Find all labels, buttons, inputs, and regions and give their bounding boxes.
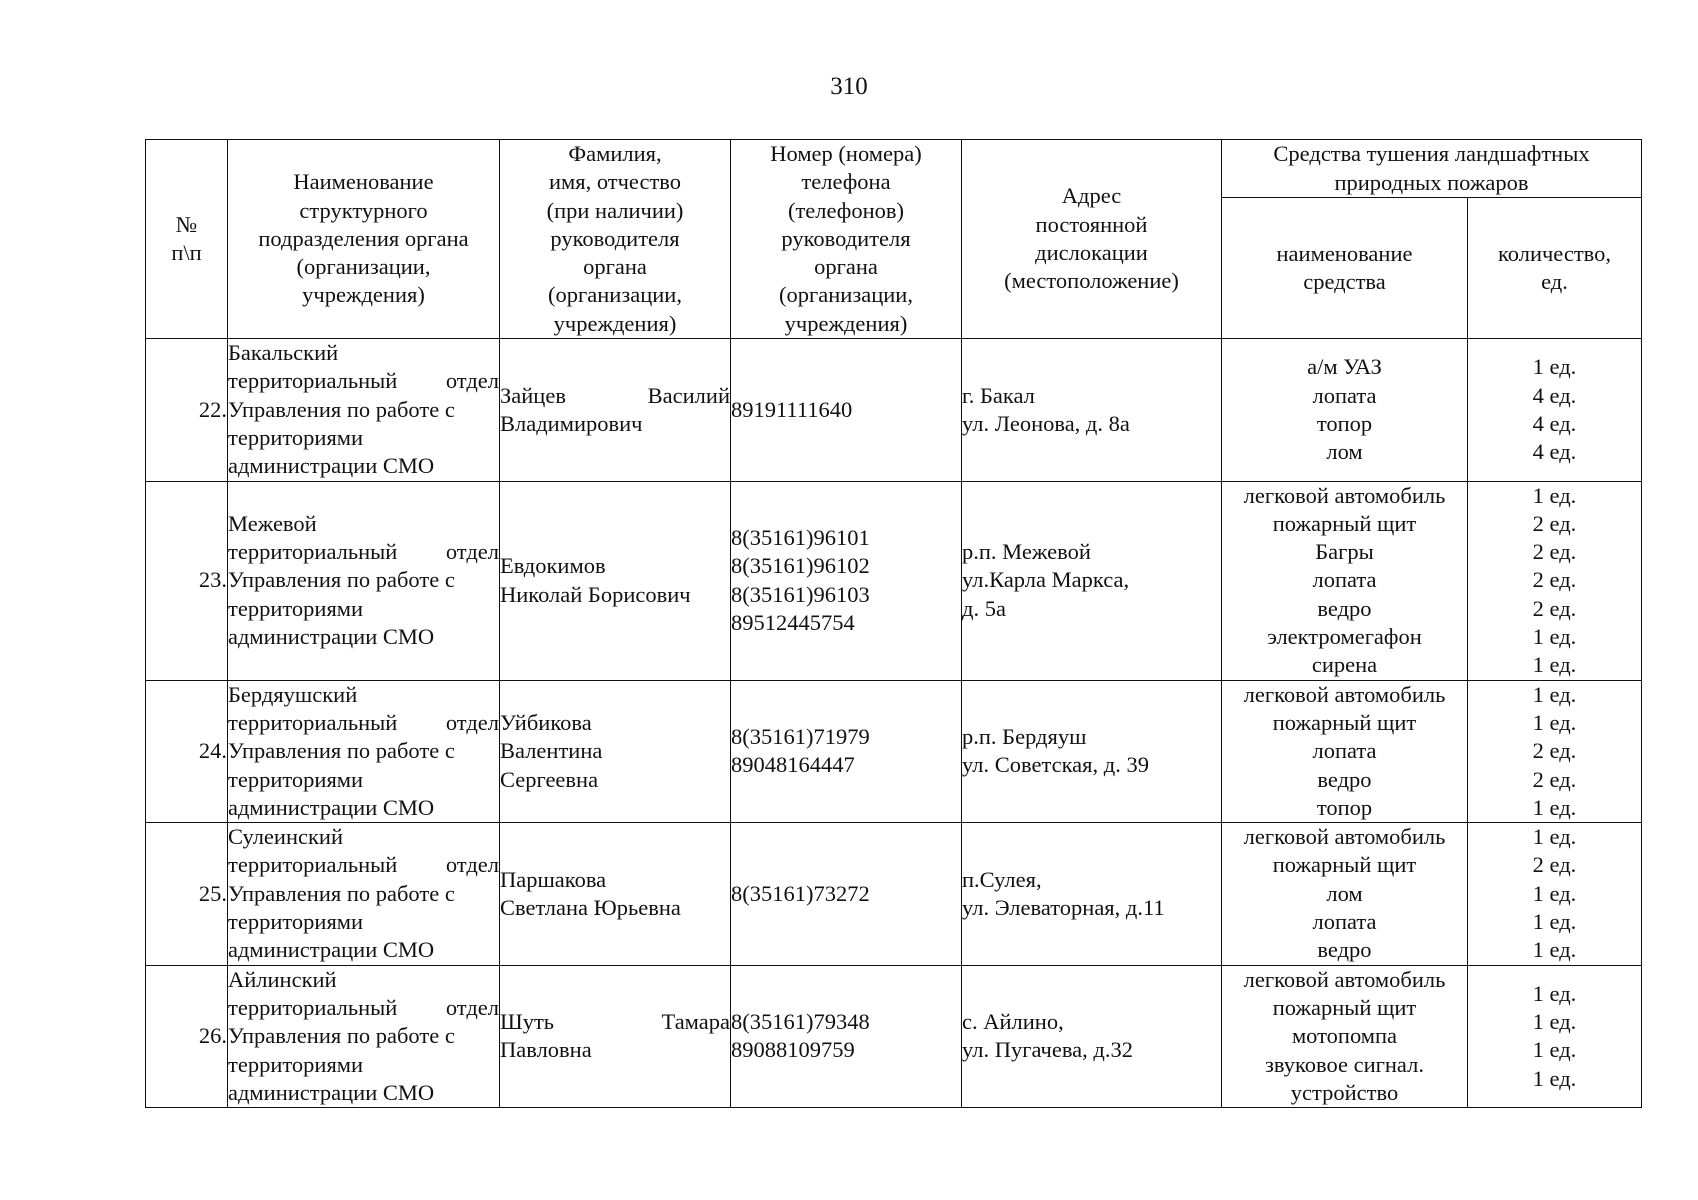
header-address: [962, 140, 1222, 339]
department-name-line: Управления по работе с: [228, 567, 455, 593]
department-name: [228, 823, 500, 965]
fire-means-quantities-line: 1 ед.: [1532, 1065, 1577, 1091]
address-line: ул. Леонова, д. 8а: [962, 410, 1130, 436]
head-name-line: Сергеевна: [500, 766, 599, 792]
head-name-line: [500, 382, 730, 410]
fire-means-names-line: мотопомпа: [1291, 1023, 1398, 1049]
header-address-line: дислокации: [1035, 240, 1148, 266]
fire-means-quantities-line: 2 ед.: [1532, 766, 1577, 792]
fire-means-names-line: электромегафон: [1267, 624, 1422, 650]
address-line: п.Сулея,: [962, 866, 1042, 892]
fire-means-names-line: пожарный щит: [1272, 709, 1417, 735]
header-head-name-line: руководителя: [550, 225, 680, 251]
address-line: г. Бакал: [962, 382, 1035, 408]
fire-means-quantities-line: 1 ед.: [1532, 652, 1577, 678]
fire-means-quantities-line: 1 ед.: [1532, 354, 1577, 380]
table-row: [146, 965, 1642, 1107]
head-name: [500, 481, 731, 680]
head-name-line: Уйбикова: [500, 709, 592, 735]
header-head-name-line: (организации,: [548, 282, 682, 308]
phone-numbers-line: 89191111640: [731, 396, 853, 422]
header-head-name-line: имя, отчество: [548, 169, 682, 195]
fire-means-quantities-line: 1 ед.: [1532, 482, 1577, 508]
fire-means-quantities-line: 1 ед.: [1532, 624, 1577, 650]
fire-means-quantities-line: 1 ед.: [1532, 980, 1577, 1006]
header-head-name-line: Фамилия,: [568, 141, 662, 166]
address-line: д. 5а: [962, 595, 1006, 621]
head-name-line: Валентина: [500, 738, 603, 764]
head-name: [500, 339, 731, 481]
department-name-line: территориями: [228, 424, 364, 450]
address: [962, 339, 1222, 481]
phone-numbers-line: 8(35161)73272: [731, 880, 870, 906]
header-address-line: постоянной: [1035, 211, 1148, 237]
department-name-line: администрации СМО: [228, 794, 435, 820]
row-number: 26.: [146, 965, 228, 1107]
department-name-line: Бердяушский: [228, 681, 358, 707]
phone-numbers: [731, 680, 962, 822]
fire-means-names-line: лопата: [1312, 567, 1377, 593]
head-name-line: Светлана Юрьевна: [500, 894, 681, 920]
department-name-line: [228, 538, 499, 566]
address-line: с. Айлино,: [962, 1009, 1064, 1035]
department-name-line: Бакальский: [228, 340, 339, 366]
fire-means-names-line: а/м УАЗ: [1307, 354, 1382, 380]
fire-means-names-line: лопата: [1312, 909, 1377, 935]
department-name-line: Управления по работе с: [228, 880, 455, 906]
row-number: 22.: [146, 339, 228, 481]
head-name: [500, 680, 731, 822]
fire-means-names-line: топор: [1316, 410, 1373, 436]
header-fire-means-group-line: Средства тушения ландшафтных: [1273, 141, 1590, 167]
fire-means-names: [1222, 680, 1468, 822]
header-head-name-line: (при наличии): [546, 197, 684, 223]
department-name: [228, 680, 500, 822]
fire-means-quantities: [1468, 965, 1642, 1107]
department-name-word: территориальный: [228, 539, 398, 565]
header-fire-means-group-line: природных пожаров: [1334, 169, 1529, 195]
department-name-word: отдел: [445, 368, 499, 394]
head-name: [500, 965, 731, 1107]
fire-means-names-line: ведро: [1317, 595, 1372, 621]
department-name-line: [228, 709, 499, 737]
department-name-line: Управления по работе с: [228, 738, 455, 764]
department-name-line: территориями: [228, 595, 364, 621]
header-means-quantity: [1468, 198, 1642, 339]
head-name-line: Паршакова: [500, 866, 607, 892]
department-name-line: администрации СМО: [228, 624, 435, 650]
department-name-word: территориальный: [228, 852, 398, 878]
department-name-word: территориальный: [228, 368, 398, 394]
fire-means-names-line: лом: [1326, 439, 1363, 465]
address-line: ул.Карла Маркса,: [962, 567, 1130, 593]
phone-numbers: [731, 481, 962, 680]
header-means-quantity-line: ед.: [1541, 269, 1568, 295]
fire-means-quantities-line: 1 ед.: [1532, 709, 1577, 735]
header-means-quantity-line: количество,: [1497, 240, 1612, 266]
table-header: [146, 140, 1642, 339]
row-number: 23.: [146, 481, 228, 680]
department-name-line: Управления по работе с: [228, 1023, 455, 1049]
fire-means-names-line: звуковое сигнал.: [1265, 1051, 1424, 1077]
header-department-name-line: учреждения): [302, 282, 425, 308]
fire-means-quantities: [1468, 680, 1642, 822]
row-number: 25.: [146, 823, 228, 965]
fire-means-names-line: устройство: [1290, 1079, 1399, 1105]
department-name-line: администрации СМО: [228, 453, 435, 479]
fire-means-quantities: [1468, 481, 1642, 680]
fire-means-names-line: ведро: [1317, 937, 1372, 963]
fire-means-names-line: легковой автомобиль: [1243, 681, 1446, 707]
department-name-line: территориями: [228, 766, 364, 792]
fire-means-names-line: топор: [1316, 794, 1373, 820]
fire-means-names: [1222, 965, 1468, 1107]
header-fire-means-group: [1222, 140, 1642, 198]
department-name-word: отдел: [445, 709, 499, 735]
table-row: [146, 823, 1642, 965]
head-name-line: Владимирович: [500, 410, 643, 436]
header-phone-line: Номер (номера): [770, 141, 922, 166]
table-row: [146, 680, 1642, 822]
fire-means-names-line: пожарный щит: [1272, 510, 1417, 536]
phone-numbers-line: 8(35161)71979: [731, 724, 870, 750]
address: [962, 823, 1222, 965]
phone-numbers: [731, 823, 962, 965]
fire-means-names-line: лопата: [1312, 382, 1377, 408]
header-phone-line: (телефонов): [787, 197, 905, 223]
fire-means-quantities-line: 1 ед.: [1532, 824, 1577, 850]
fire-means-quantities-line: 4 ед.: [1532, 439, 1577, 465]
fire-means-quantities-line: 2 ед.: [1532, 738, 1577, 764]
address-line: ул. Элеваторная, д.11: [962, 894, 1165, 920]
table-row: [146, 481, 1642, 680]
fire-means-quantities-line: 2 ед.: [1532, 595, 1577, 621]
head-name-line: Евдокимов: [500, 553, 606, 579]
fire-means-quantities-line: 2 ед.: [1532, 510, 1577, 536]
department-name: [228, 339, 500, 481]
phone-numbers: [731, 339, 962, 481]
fire-means-quantities: [1468, 823, 1642, 965]
department-name-line: территориями: [228, 909, 364, 935]
address-line: ул. Пугачева, д.32: [962, 1037, 1133, 1063]
department-name-line: Межевой: [228, 510, 317, 536]
department-name-line: [228, 994, 499, 1022]
head-name-word: Тамара: [661, 1009, 730, 1035]
head-name-word: Шуть: [500, 1009, 555, 1035]
header-head-name-line: учреждения): [553, 310, 677, 336]
fire-means-names-line: пожарный щит: [1272, 852, 1417, 878]
page-number: 310: [830, 73, 868, 100]
phone-numbers-line: 89048164447: [731, 752, 855, 778]
department-name: [228, 965, 500, 1107]
fire-means-names-line: ведро: [1317, 766, 1372, 792]
fire-means-names-line: сирена: [1311, 652, 1378, 678]
fire-means-quantities-line: 1 ед.: [1532, 1009, 1577, 1035]
table-body: [146, 339, 1642, 1108]
phone-numbers-line: 8(35161)96103: [731, 581, 870, 607]
fire-means-quantities-line: 1 ед.: [1532, 681, 1577, 707]
fire-means-quantities-line: 4 ед.: [1532, 410, 1577, 436]
head-name-word: Зайцев: [500, 382, 566, 408]
header-department-name-line: (организации,: [296, 254, 431, 280]
phone-numbers-line: 8(35161)96101: [731, 525, 870, 550]
address-line: ул. Советская, д. 39: [962, 752, 1149, 778]
header-number: [146, 140, 228, 339]
table-row: [146, 339, 1642, 481]
fire-means-quantities-line: 2 ед.: [1532, 567, 1577, 593]
address-line: р.п. Бердяуш: [962, 724, 1087, 750]
header-department-name: [228, 140, 500, 339]
fire-means-quantities-line: 1 ед.: [1532, 937, 1577, 963]
fire-means-quantities-line: 2 ед.: [1532, 539, 1577, 565]
department-name: [228, 481, 500, 680]
phone-numbers-line: 8(35161)96102: [731, 553, 870, 579]
department-name-line: [228, 851, 499, 879]
header-phone-line: (организации,: [779, 282, 913, 308]
department-name-word: территориальный: [228, 709, 398, 735]
header-phone-line: телефона: [801, 169, 891, 195]
head-name-line: Николай Борисович: [500, 581, 691, 607]
header-address-line: Адрес: [1061, 183, 1122, 209]
fire-means-quantities-line: 1 ед.: [1532, 1037, 1577, 1063]
department-name-line: администрации СМО: [228, 1079, 435, 1105]
fire-means-quantities-line: 4 ед.: [1532, 382, 1577, 408]
department-name-word: отдел: [445, 852, 499, 878]
address-line: р.п. Межевой: [962, 539, 1091, 565]
fire-means-names-line: лопата: [1312, 738, 1377, 764]
header-phone-line: учреждения): [784, 310, 908, 336]
department-name-word: территориальный: [228, 994, 398, 1020]
department-name-word: отдел: [445, 994, 499, 1020]
phone-numbers-line: 89088109759: [731, 1037, 855, 1063]
phone-numbers: [731, 965, 962, 1107]
row-number: 24.: [146, 680, 228, 822]
head-name-line: [500, 1008, 730, 1036]
fire-means-names: [1222, 823, 1468, 965]
header-department-name-line: структурного: [299, 197, 428, 223]
phone-numbers-line: 8(35161)79348: [731, 1009, 870, 1035]
department-name-line: Сулеинский: [228, 824, 344, 850]
fire-means-names-line: Багры: [1315, 539, 1374, 565]
header-head-name: [500, 140, 731, 339]
head-name-line: Павловна: [500, 1037, 592, 1063]
address: [962, 680, 1222, 822]
header-means-name-line: наименование: [1276, 240, 1413, 266]
fire-means-quantities: [1468, 339, 1642, 481]
head-name: [500, 823, 731, 965]
fire-means-names-line: легковой автомобиль: [1243, 482, 1446, 508]
header-number-line: п\п: [171, 240, 202, 266]
head-name-word: Василий: [647, 382, 730, 408]
fire-means-names: [1222, 481, 1468, 680]
header-head-name-line: органа: [583, 254, 647, 280]
fire-means-quantities-line: 1 ед.: [1532, 880, 1577, 906]
department-name-word: отдел: [445, 539, 499, 565]
header-address-line: (местоположение): [1004, 268, 1179, 294]
address: [962, 965, 1222, 1107]
address: [962, 481, 1222, 680]
fire-means-quantities-line: 1 ед.: [1532, 909, 1577, 935]
header-phone-line: органа: [814, 254, 878, 280]
department-name-line: Управления по работе с: [228, 396, 455, 422]
header-number-line: №: [175, 211, 198, 237]
department-name-line: территориями: [228, 1051, 364, 1077]
header-means-name-line: средства: [1303, 269, 1386, 295]
header-phone: [731, 140, 962, 339]
header-means-name: [1222, 198, 1468, 339]
fire-means-quantities-line: 2 ед.: [1532, 852, 1577, 878]
fire-means-names-line: легковой автомобиль: [1243, 824, 1446, 850]
header-department-name-line: Наименование: [293, 169, 434, 195]
header-department-name-line: подразделения органа: [258, 225, 469, 251]
fire-means-names-line: лом: [1326, 880, 1363, 906]
phone-numbers-line: 89512445754: [731, 609, 855, 635]
landscape-fire-means-table: [145, 139, 1642, 1108]
fire-means-names-line: легковой автомобиль: [1243, 966, 1446, 992]
department-name-line: администрации СМО: [228, 937, 435, 963]
fire-means-names-line: пожарный щит: [1272, 994, 1417, 1020]
department-name-line: [228, 367, 499, 395]
header-phone-line: руководителя: [781, 225, 911, 251]
fire-means-quantities-line: 1 ед.: [1532, 794, 1577, 820]
fire-means-names: [1222, 339, 1468, 481]
department-name-line: Айлинский: [228, 966, 337, 992]
